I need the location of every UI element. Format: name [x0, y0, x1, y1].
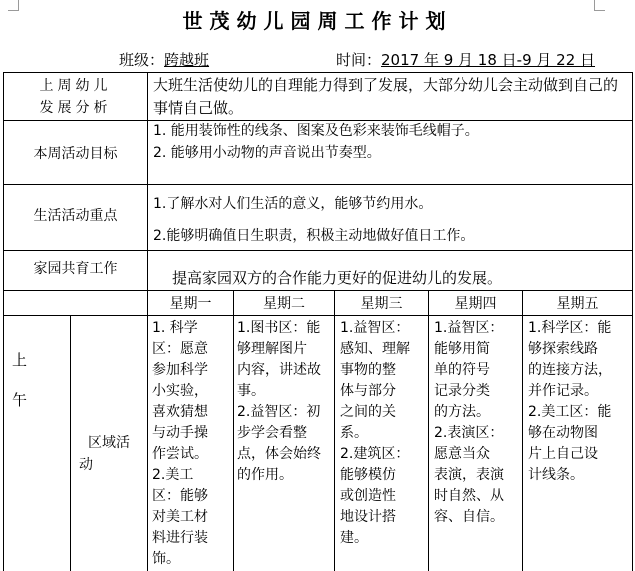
table-rule-vertical — [522, 290, 523, 571]
life-item: 2.能够明确值日生职责，积极主动地做好值日工作。 — [153, 228, 475, 244]
class-value: 跨越班 — [164, 51, 210, 69]
activity-fri: 1.科学区：能 够探索线路 的连接方法， 并作记录。 2.美工区：能 够在动物图 片上自己设 计线条。 — [528, 320, 612, 483]
table-rule — [3, 315, 633, 316]
day-header-fri: 星期五 — [556, 296, 599, 312]
day-header-thu: 星期四 — [454, 296, 497, 312]
last-week-content: 大班生活使幼儿的自理能力得到了发展，大部分幼儿会主动做到自己的事情自己做。 — [153, 76, 619, 117]
table-rule-vertical — [428, 290, 429, 571]
table-rule — [3, 290, 633, 291]
table-border-right — [632, 72, 633, 571]
day-header-mon: 星期一 — [169, 296, 212, 312]
activity-wed: 1.益智区： 感知、理解 事物的整 体与部分 之间的关 系。 2.建筑区： 能够模仿 或创造性 地设计搭 建。 — [340, 320, 410, 546]
table-rule-vertical — [233, 290, 234, 571]
goal-item: 1. 能用装饰性的线条、图案及色彩来装饰毛线帽子。 — [153, 123, 479, 139]
table-rule-vertical — [147, 72, 148, 315]
activity-thu: 1.益智区： 能够用简 单的符号 记录分类 的方法。 2.表演区： 愿意当众 表演，表演 时自然、从 容、自信。 — [434, 320, 504, 525]
goals-list — [153, 120, 628, 164]
activity-mon: 1. 科学 区：愿意 参加科学 小实验， 喜欢猜想 与动手操 作尝试。 2.美工 区：能够 对美工材 料进行装 饰。 — [152, 320, 208, 567]
goals-label: 本周活动目标 — [33, 146, 118, 162]
activity-tue: 1.图书区：能 够理解图片 内容，讲述故 事。 2.益智区：初 步学会看整 点，体会始终 的作用。 — [237, 320, 321, 483]
class-label: 班级： — [119, 51, 165, 69]
home-label: 家园共育工作 — [33, 261, 118, 277]
goal-item: 2. 能够用小动物的声音说出节奏型。 — [153, 145, 381, 161]
table-rule-vertical — [147, 315, 148, 571]
table-rule — [3, 184, 633, 185]
day-header-tue: 星期二 — [263, 296, 305, 312]
time-value: 2017 年 9 月 18 日-9 月 22 日 — [381, 51, 596, 69]
table-rule — [3, 250, 633, 251]
time-info — [336, 50, 595, 70]
table-border-top — [3, 72, 633, 73]
morning-label: 上 午 — [12, 351, 28, 409]
home-content: 提高家园双方的合作能力更好的促进幼儿的发展。 — [172, 269, 503, 287]
class-info — [119, 50, 231, 70]
activity-label: 区域活 动 — [79, 435, 130, 473]
day-header-wed: 星期三 — [360, 296, 403, 312]
table-rule-vertical — [334, 290, 335, 571]
last-week-label: 上周幼儿 发展分析 — [39, 78, 112, 116]
time-label: 时间： — [336, 51, 382, 69]
table-rule-vertical — [70, 315, 71, 571]
page-title: 世茂幼儿园周工作计划 — [182, 9, 453, 33]
life-label: 生活活动重点 — [33, 208, 118, 224]
life-item: 1.了解水对人们生活的意义，能够节约用水。 — [153, 196, 433, 212]
